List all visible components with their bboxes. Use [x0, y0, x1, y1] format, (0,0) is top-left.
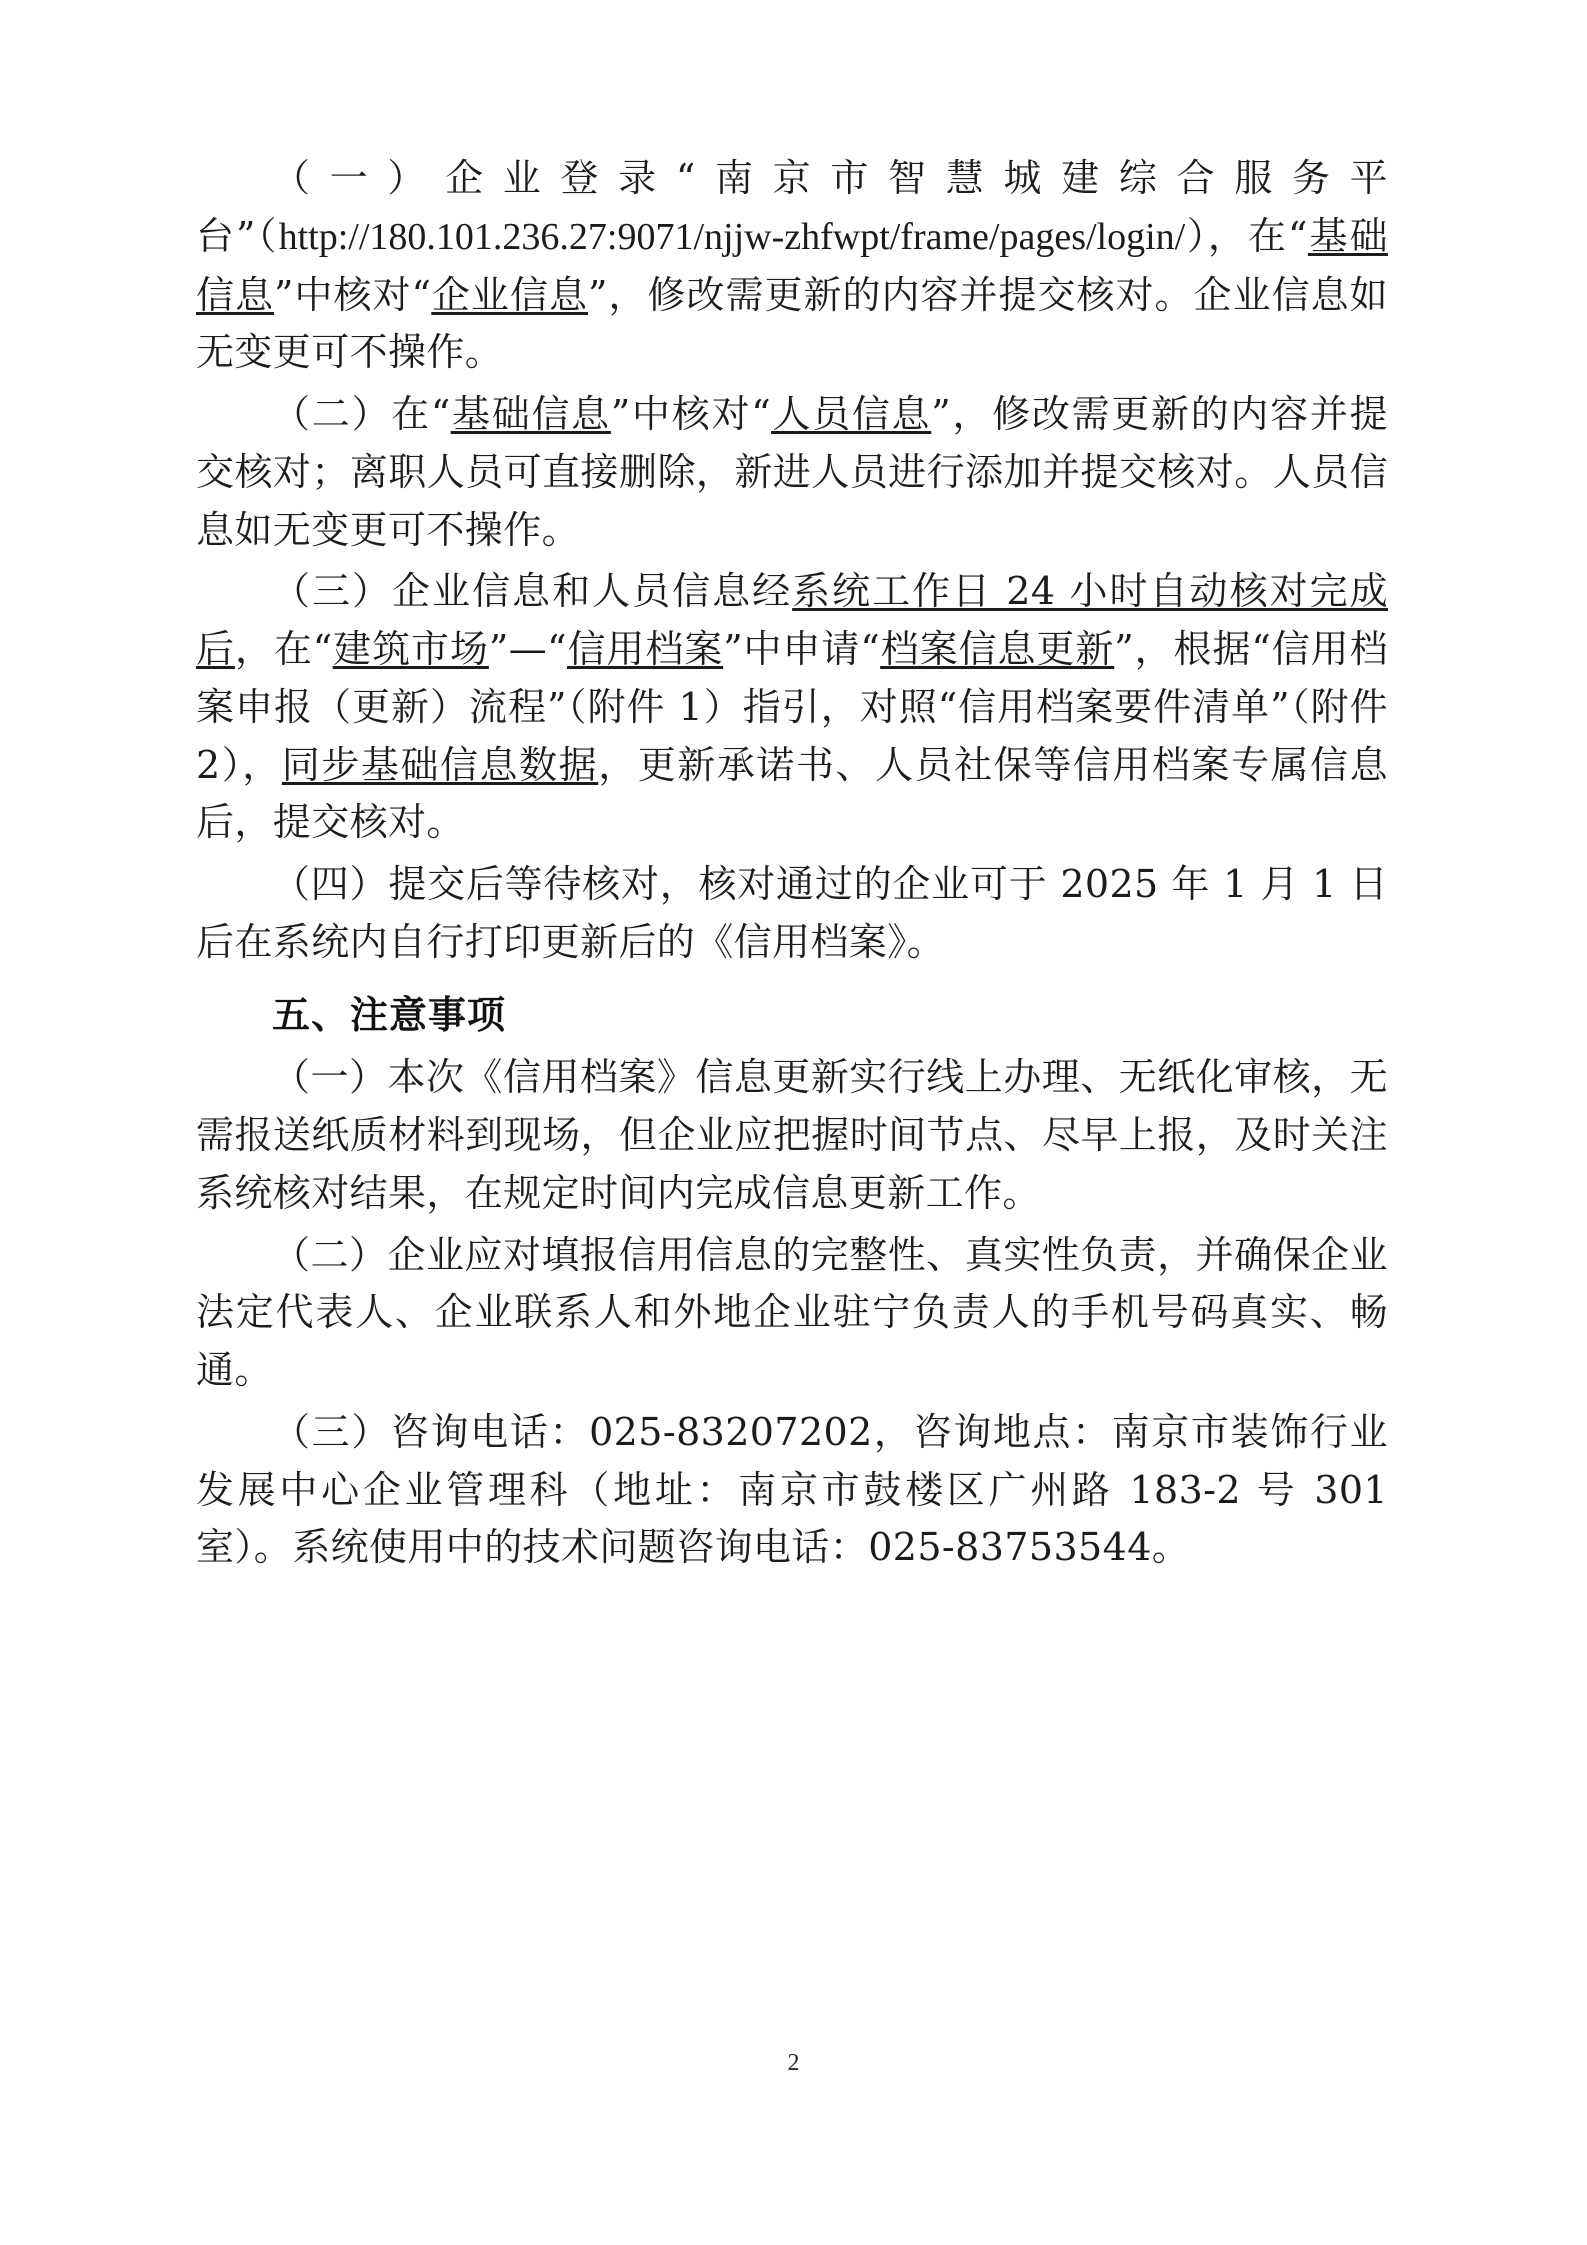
paragraph-note-1: （一）本次《信用档案》信息更新实行线上办理、无纸化审核，无需报送纸质材料到现场，但企业应把握时间节点、尽早上报，及时关注系统核对结果，在规定时间内完成信息更新工作。 — [196, 1055, 1388, 1215]
paragraph-text-2: （二）在“基础信息”中核对“人员信息”，修改需更新的内容并提交核对；离职人员可直接删除，新进人员进行添加并提交核对。人员信息如无变更可不操作。 — [196, 392, 1388, 552]
page-number: 2 — [787, 2050, 800, 2076]
paragraph-text-4: （四）提交后等待核对，核对通过的企业可于 2025 年 1 月 1 日后在系统内自行打印更新后的《信用档案》。 — [196, 862, 1388, 964]
paragraph-item-1 — [196, 150, 1388, 382]
paragraph-item-2 — [196, 386, 1388, 559]
paragraph-note-3: （三）咨询电话：025-83207202，咨询地点：南京市装饰行业发展中心企业管理科（地址：南京市鼓楼区广州路 183-2 号 301 室）。系统使用中的技术问题咨询电话：025-83753544。 — [196, 1409, 1388, 1570]
paragraph-text-1: （一）企业登录“南京市智慧城建综合服务平台”（http://180.101.236.27:9071/njjw-zhfwpt/frame/pages/login/），在“基础信息”中核对“企业信息”，修改需更新的内容并提交核对。企业信息如无变更可不操作。 — [196, 156, 1388, 375]
paragraph-note-2: （二）企业应对填报信用信息的完整性、真实性负责，并确保企业法定代表人、企业联系人和外地企业驻宁负责人的手机号码真实、畅通。 — [196, 1232, 1388, 1392]
section-heading: 五、注意事项 — [272, 991, 507, 1037]
paragraph-item-4 — [196, 856, 1388, 972]
document-body — [196, 150, 1388, 1581]
paragraph-text-3: （三）企业信息和人员信息经系统工作日 24 小时自动核对完成后，在“建筑市场”—“信用档案”中申请“档案信息更新”，根据“信用档案申报（更新）流程”（附件 1）指引，对照“信用档案要件清单”（附件 2），同步基础信息数据，更新承诺书、人员社保等信用档案专属信息后，提交核对。 — [196, 569, 1388, 845]
paragraph-item-3 — [196, 563, 1388, 852]
